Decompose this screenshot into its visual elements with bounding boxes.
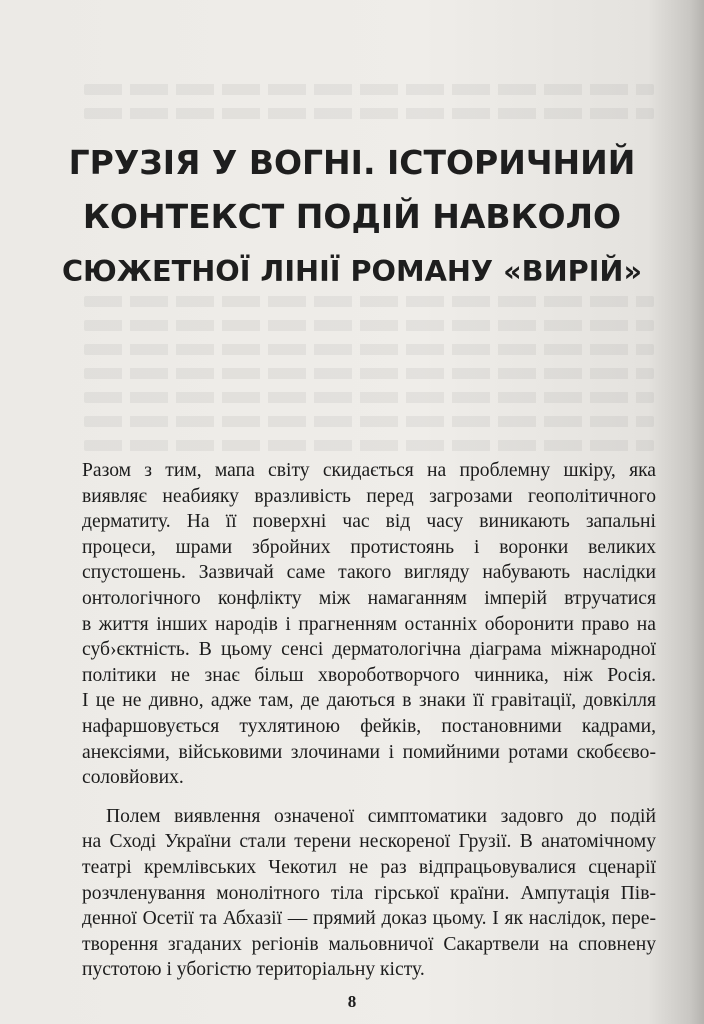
bleed-through-texture xyxy=(84,84,654,95)
text-line: Полем виявлення означеної симптоматики задовго до подій xyxy=(106,805,656,827)
bleed-through-texture xyxy=(84,440,654,451)
bleed-through-texture xyxy=(84,320,654,331)
text-line: суб›єктність. В цьому сенсі дерматологічна діаграма міжнародної xyxy=(82,639,656,661)
text-line: творення згаданих регіонів мальовничої Сакартвели на сповнену xyxy=(82,933,656,955)
chapter-title xyxy=(60,136,644,298)
text-line: денної Осетії та Абхазії — прямий доказ цьому. І як наслідок, пере- xyxy=(82,908,656,930)
text-line: спустошень. Зазвичай саме такого вигляду набувають наслідки xyxy=(82,562,656,584)
bleed-through-texture xyxy=(84,368,654,379)
text-line: онтологічного конфлікту між намаганням імперій втручатися xyxy=(82,587,656,609)
paragraph xyxy=(82,458,656,791)
text-line: анексіями, військовими злочинами і помийними ротами скобєєво- xyxy=(82,741,656,763)
chapter-title-line: КОНТЕКСТ ПОДІЙ НАВКОЛО xyxy=(82,197,622,236)
bleed-through-texture xyxy=(84,416,654,427)
text-line: процеси, шрами збройних протистоянь і воронки великих xyxy=(82,536,656,558)
text-line: на Сході України стали терени нескореної Грузії. В анатомічному xyxy=(82,831,656,853)
chapter-title-line: ГРУЗІЯ У ВОГНІ. ІСТОРИЧНИЙ xyxy=(68,143,636,182)
paragraph xyxy=(82,804,656,983)
text-line: в життя інших народів і прагненням останніх оборонити право на xyxy=(82,613,656,635)
chapter-title-line: СЮЖЕТНОЇ ЛІНІЇ РОМАНУ «ВИРІЙ» xyxy=(61,254,643,288)
bleed-through-texture xyxy=(84,344,654,355)
text-line: соловйових. xyxy=(82,767,184,789)
text-line: нафаршовується тухлятиною фейків, постановними кадрами, xyxy=(82,715,656,737)
bleed-through-texture xyxy=(84,392,654,403)
bleed-through-texture xyxy=(84,108,654,119)
text-line: виявляє неабияку вразливість перед загрозами геополітичного xyxy=(82,485,656,507)
text-line: театрі кремлівських Чекотил не раз відпрацьовувалися сценарії xyxy=(82,856,656,878)
text-line: політики не знає більш хвороботворчого чинника, ніж Росія. xyxy=(82,664,656,686)
text-line: пустотою і убогістю територіальну кісту. xyxy=(82,959,425,981)
text-line: І це не дивно, адже там, де даються в знаки її гравітації, довкілля xyxy=(82,690,656,712)
body-text xyxy=(82,458,656,983)
page-number: 8 xyxy=(347,992,357,1011)
text-line: дерматиту. На її поверхні час від часу виникають запальні xyxy=(82,511,656,533)
text-line: розчленування монолітного тіла гірської країни. Ампутація Пів- xyxy=(82,882,656,904)
text-line: Разом з тим, мапа світу скидається на проблемну шкіру, яка xyxy=(82,460,656,481)
